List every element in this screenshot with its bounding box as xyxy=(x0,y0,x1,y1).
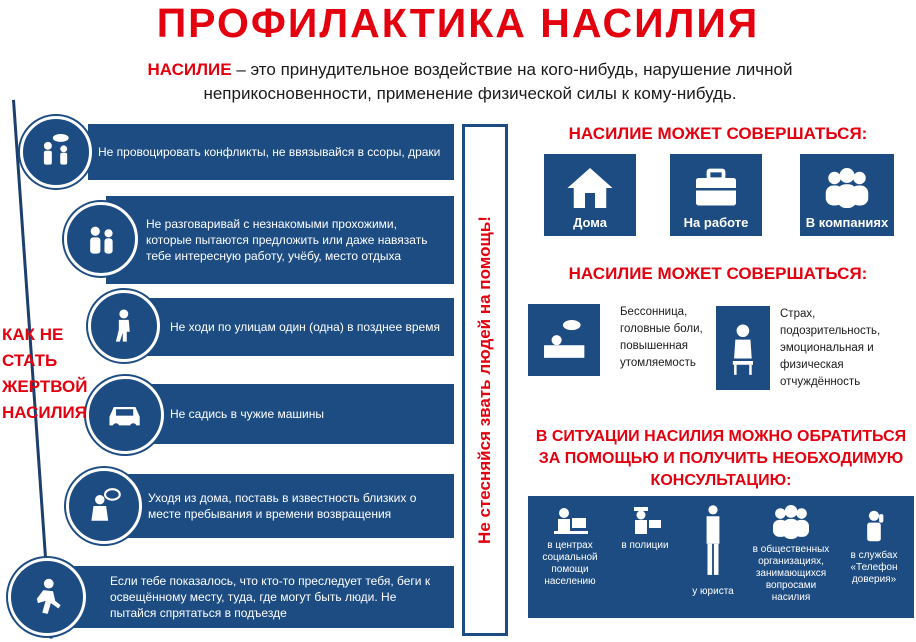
stranger-talk-icon xyxy=(64,202,138,276)
running-person-icon xyxy=(8,558,86,636)
walking-person-icon xyxy=(88,290,160,362)
help-heading: В СИТУАЦИИ НАСИЛИЯ МОЖНО ОБРАТИТЬСЯ ЗА ПОМОЩЬЮ И ПОЛУЧИТЬ НЕОБХОДИМУЮ КОНСУЛЬТАЦИЮ: xyxy=(535,428,907,489)
office-worker-icon xyxy=(550,506,590,536)
effects-heading: НАСИЛИЕ МОЖЕТ СОВЕРШАТЬСЯ: xyxy=(568,264,868,283)
phone-call-icon xyxy=(66,468,142,544)
place-card-home xyxy=(544,154,636,236)
help-item-3-text: у юриста xyxy=(692,586,734,597)
help-item-2-text: в полиции xyxy=(621,540,669,551)
tip-3-text: Не ходи по улицам один (одна) в позднее время xyxy=(170,320,440,334)
definition-text: – это принудительное воздействие на кого-нибудь, нарушение личной неприкосновенности, применение физической силы к кому-нибудь. xyxy=(203,60,793,103)
sad-person-icon xyxy=(716,306,770,390)
tip-4-text: Не садись в чужие машины xyxy=(170,407,324,421)
tip-4-box xyxy=(128,384,454,444)
help-item-1-text: в центрах социальной помощи населению xyxy=(542,540,598,587)
help-item-4-text: в общественных организациях, занимающихся вопросами насилия xyxy=(752,544,830,603)
tip-5-box xyxy=(108,474,454,538)
help-item-social-center xyxy=(532,506,608,588)
place-label-companies: В компаниях xyxy=(805,215,889,230)
effect-2-text: Страх, подозрительность, эмоциональная и физическая отчуждённость xyxy=(780,308,881,388)
lawyer-icon xyxy=(702,500,724,582)
help-item-police xyxy=(610,506,680,552)
banner-text: Не стесняйся звать людей на помощь! xyxy=(475,216,494,544)
violence-definition xyxy=(90,58,850,106)
place-card-companies xyxy=(800,154,894,236)
tip-2-text: Не разговаривай с незнакомыми прохожими, которые пытаются предложить или даже навязать тебе интересную работу, учёбу, место отдыха xyxy=(146,217,428,263)
car-icon xyxy=(86,376,164,454)
tip-5-text: Уходя из дома, поставь в известность близких о месте пребывания и времени возвращения xyxy=(148,491,417,521)
police-icon xyxy=(625,506,665,536)
call-for-help-banner xyxy=(462,124,508,636)
place-card-work xyxy=(670,154,762,236)
tip-2-box xyxy=(106,196,454,284)
briefcase-icon xyxy=(691,165,741,211)
phone-person-icon xyxy=(857,506,891,546)
tip-6-text: Если тебе показалось, что кто-то преследует тебя, беги к освещённому месту, туда, где могут быть люди. Не пытайся спрятаться в подъезде xyxy=(110,574,431,620)
help-item-5-text: в службах «Телефон доверия» xyxy=(850,550,898,585)
house-icon xyxy=(565,165,615,211)
tip-1-text: Не провоцировать конфликты, не ввязывайся в ссоры, драки xyxy=(98,145,441,159)
community-icon xyxy=(769,504,813,540)
arguing-people-icon xyxy=(20,116,92,188)
tip-6-box xyxy=(54,566,454,628)
definition-term: НАСИЛИЕ xyxy=(147,60,232,79)
effect-1-text: Бессонница, головные боли, повышенная утомляемость xyxy=(620,306,703,369)
side-heading: КАК НЕ СТАТЬ ЖЕРТВОЙ НАСИЛИЯ xyxy=(2,325,88,422)
place-label-work: На работе xyxy=(683,215,749,230)
help-item-hotline xyxy=(838,506,910,586)
sleepless-person-icon xyxy=(528,304,600,376)
group-icon xyxy=(822,165,872,211)
page-title: ПРОФИЛАКТИКА НАСИЛИЯ xyxy=(156,0,760,46)
tip-1-box xyxy=(88,124,454,180)
place-label-home: Дома xyxy=(573,215,607,230)
help-item-lawyer xyxy=(682,500,744,598)
places-heading: НАСИЛИЕ МОЖЕТ СОВЕРШАТЬСЯ: xyxy=(568,124,868,143)
tip-3-box xyxy=(128,298,454,356)
help-panel xyxy=(528,496,914,618)
help-item-organizations xyxy=(746,504,836,604)
